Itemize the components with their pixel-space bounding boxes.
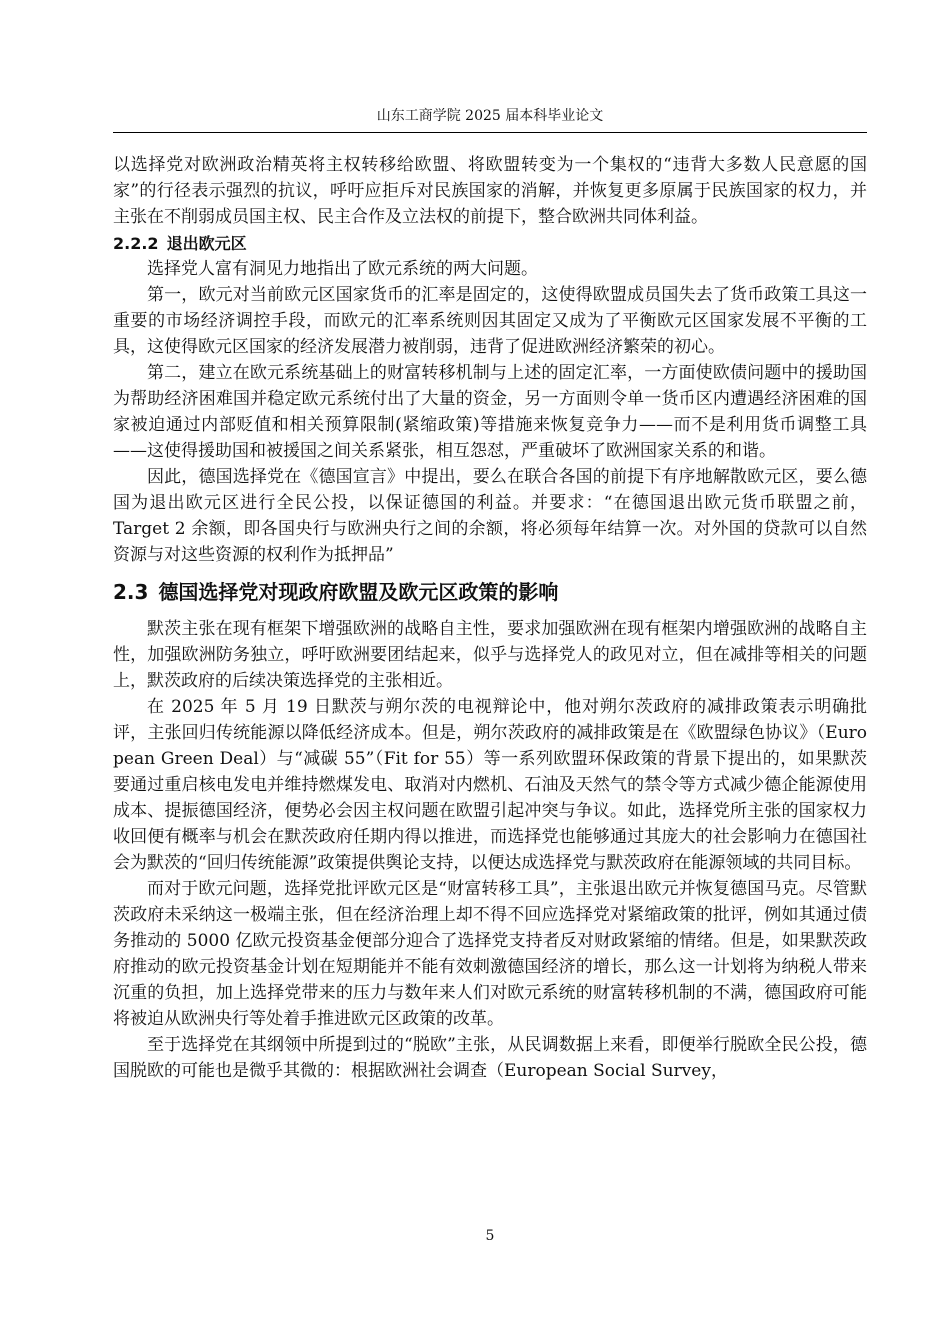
- paragraph: 第二，建立在欧元系统基础上的财富转移机制与上述的固定汇率，一方面使欧债问题中的援助国为帮助经济困难国并稳定欧元系统付出了大量的资金，另一方面则令单一货币区内遭遇经济困难的国家被迫通过内部贬值和相关预算限制(紧缩政策)等措施来恢复竞争力——而不是利用货币调整工具——这使得援助国和被援国之间关系紧张，相互怨怼，严重破坏了欧洲国家关系的和谐。: [113, 363, 867, 461]
- paragraph: 在 2025 年 5 月 19 日默茨与朔尔茨的电视辩论中，他对朔尔茨政府的减排政策表示明确批评，主张回归传统能源以降低经济成本。但是，朔尔茨政府的减排政策是在《欧盟绿色协议》（Euro pean Green Deal）与“减碳 55”（Fit for 55）等一系列欧盟环保政策的背景下提出的，如果默茨要通过重启核电发电并维持燃煤发电、取消对内燃机、石油及天然气的禁令等方式减少德企能源使用成本、提振德国经济，便势必会因主权问题在欧盟引起冲突与争议。如此，选择党所主张的国家权力收回便有概率与机会在默茨政府任期内得以推进，而选择党也能够通过其庞大的社会影响力在德国社会为默茨的“回归传统能源”政策提供舆论支持，以便达成选择党与默茨政府在能源领域的共同目标。: [113, 697, 867, 873]
- header-divider: [113, 132, 867, 133]
- section-heading: [113, 578, 867, 606]
- subsection-heading: [113, 232, 867, 256]
- page-number: 5: [485, 1228, 495, 1244]
- paragraph: 第一，欧元对当前欧元区国家货币的汇率是固定的，这使得欧盟成员国失去了货币政策工具这一重要的市场经济调控手段，而欧元的汇率系统则因其固定又成为了平衡欧元区国家发展不平衡的工具，这使得欧元区国家的经济发展潜力被削弱，违背了促进欧洲经济繁荣的初心。: [113, 285, 867, 357]
- section-title: 德国选择党对现政府欧盟及欧元区政策的影响: [158, 580, 559, 604]
- running-header: 山东工商学院 2025 届本科毕业论文: [376, 108, 604, 124]
- body-text: [113, 152, 867, 1084]
- subsection-title: 退出欧元区: [166, 234, 247, 253]
- paragraph: 而对于欧元问题，选择党批评欧元区是“财富转移工具”，主张退出欧元并恢复德国马克。尽管默茨政府未采纳这一极端主张，但在经济治理上却不得不回应选择党对紧缩政策的批评，例如其通过债务推动的 5000 亿欧元投资基金便部分迎合了选择党支持者反对财政紧缩的情绪。但是，如果默茨政府推动的欧元投资基金计划在短期能并不能有效刺激德国经济的增长，那么这一计划将为纳税人带来沉重的负担，加上选择党带来的压力与数年来人们对欧元系统的财富转移机制的不满，德国政府可能将被迫从欧洲央行等处着手推进欧元区政策的改革。: [113, 879, 867, 1029]
- subsection-number: 2.2.2: [113, 234, 159, 253]
- paragraph: 至于选择党在其纲领中所提到过的“脱欧”主张，从民调数据上来看，即便举行脱欧全民公投，德国脱欧的可能也是微乎其微的：根据欧洲社会调查（European Social Survey，: [113, 1035, 867, 1081]
- paragraph: 以选择党对欧洲政治精英将主权转移给欧盟、将欧盟转变为一个集权的“违背大多数人民意愿的国家”的行径表示强烈的抗议，呼吁应拒斥对民族国家的消解，并恢复更多原属于民族国家的权力，并主张在不削弱成员国主权、民主合作及立法权的前提下，整合欧洲共同体利益。: [113, 155, 867, 227]
- paragraph: 因此，德国选择党在《德国宣言》中提出，要么在联合各国的前提下有序地解散欧元区，要么德国为退出欧元区进行全民公投，以保证德国的利益。并要求：“在德国退出欧元货币联盟之前，Target 2 余额，即各国央行与欧洲央行之间的余额，将必须每年结算一次。对外国的贷款可以自然资源与对这些资源的权利作为抵押品”: [113, 467, 867, 565]
- section-number: 2.3: [113, 580, 149, 604]
- paragraph: 默茨主张在现有框架下增强欧洲的战略自主性，要求加强欧洲在现有框架内增强欧洲的战略自主性，加强欧洲防务独立，呼吁欧洲要团结起来，似乎与选择党人的政见对立，但在减排等相关的问题上，默茨政府的后续决策选择党的主张相近。: [113, 619, 867, 691]
- paragraph: 选择党人富有洞见力地指出了欧元系统的两大问题。: [147, 259, 538, 279]
